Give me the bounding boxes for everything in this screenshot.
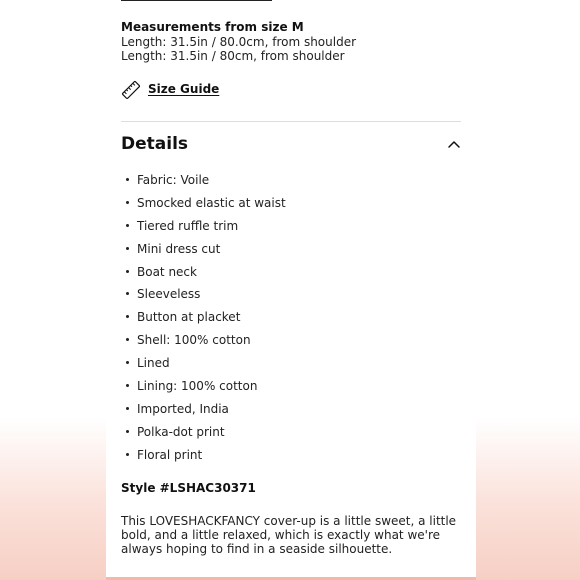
list-item-label: Lined [137,356,170,371]
bullet-icon [126,178,129,181]
list-item [121,171,286,194]
list-item [121,446,286,469]
bullet-icon [126,224,129,227]
list-item [121,240,286,263]
list-item-label: Button at placket [137,310,241,325]
bullet-icon [126,430,129,433]
bullet-icon [126,384,129,387]
list-item [121,331,286,354]
top-divider [121,0,272,1]
product-description: This LOVESHACKFANCY cover-up is a little sweet, a little bold, and a little relaxed, which is exactly what we're always hoping to find in a seaside silhouette. [121,514,457,556]
measurement-line: Length: 31.5in / 80.0cm, from shoulder [121,35,357,49]
list-item-label: Smocked elastic at waist [137,195,286,210]
list-item-label: Boat neck [137,264,197,279]
bullet-icon [126,407,129,410]
list-item-label: Lining: 100% cotton [137,379,258,394]
bullet-icon [126,315,129,318]
list-item [121,217,286,240]
list-item-label: Fabric: Voile [137,173,210,187]
size-guide-link[interactable]: Size Guide [148,82,220,96]
list-item-label: Mini dress cut [137,241,221,256]
list-item [121,263,286,286]
list-item-label: Sleeveless [137,287,201,302]
list-item [121,308,286,331]
list-item [121,194,286,217]
list-item [121,285,286,308]
details-accordion-header[interactable] [121,131,461,159]
list-item-label: Tiered ruffle trim [137,218,239,233]
details-title: Details [121,134,189,154]
list-item-label: Polka-dot print [137,424,225,439]
bullet-icon [126,361,129,364]
bullet-icon [126,453,129,456]
bullet-icon [126,201,129,204]
chevron-up-icon[interactable] [447,137,461,151]
details-list [121,171,286,469]
list-item-label: Imported, India [137,401,229,416]
list-item [121,354,286,377]
list-item-label: Floral print [137,447,203,462]
product-details-card [106,0,476,577]
bullet-icon [126,247,129,250]
ruler-icon [121,80,141,100]
list-item [121,377,286,400]
style-code: Style #LSHAC30371 [121,481,256,495]
measurement-line: Length: 31.5in / 80cm, from shoulder [121,49,345,63]
measurements-title: Measurements from size M [121,20,304,34]
list-item [121,423,286,446]
list-item [121,400,286,423]
bullet-icon [126,270,129,273]
section-divider [121,121,461,122]
list-item-label: Shell: 100% cotton [137,333,251,348]
bullet-icon [126,292,129,295]
bullet-icon [126,338,129,341]
